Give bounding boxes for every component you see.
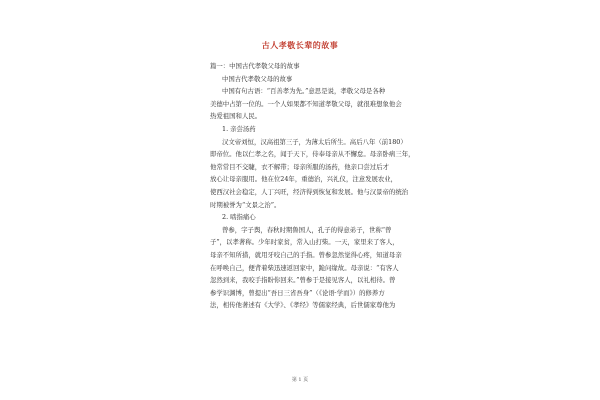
- story-line: 即帝位。他以仁孝之名，闻于天下，侍奉母亲从不懈怠。母亲卧病三年，: [210, 150, 415, 159]
- story-line: 母亲不知所措，就用牙咬自己的手指。曾参忽然觉得心疼，知道母亲: [210, 250, 402, 259]
- document-title: 古人孝敬长辈的故事: [261, 40, 339, 50]
- story-heading: 1. 亲尝汤药: [222, 124, 256, 133]
- page-number: 第 1 页: [291, 377, 309, 383]
- story-line: 曾参，字子舆，春秋时期鲁国人，孔子的得意弟子，世称“曾: [222, 225, 392, 234]
- story-line: 在呼唤自己，便背着柴迅速返回家中，跪问缘故。母亲说：“有客人: [210, 263, 399, 272]
- subtitle: 中国古代孝敬父母的故事: [222, 74, 293, 83]
- intro-line: 美德中占第一位的。一个人如果都不知道孝敬父母，就很难想象他会: [210, 99, 402, 108]
- story-line: 时期被誉为“文景之治”。: [210, 200, 281, 209]
- story-line: 他常常目不交睫，衣不解带；母亲所服的汤药，他亲口尝过后才: [210, 162, 389, 171]
- story-line: 子”，以孝著称。少年时家贫，常入山打柴。一天，家里来了客人，: [210, 238, 399, 247]
- story-line: 使西汉社会稳定，人丁兴旺，经济得到恢复和发展。他与汉景帝的统治: [210, 187, 409, 196]
- story-line: 参学识渊博，曾提出“吾日三省吾身”（《论语·学而》）的修养方: [210, 288, 385, 297]
- story-line: 汉文帝刘恒，汉高祖第三子，为薄太后所生。高后八年（前180）: [222, 137, 407, 146]
- intro-line: 中国有句古语：“百善孝为先。”意思是说，孝敬父母是各种: [222, 87, 386, 96]
- document-body: [210, 60, 415, 312]
- story-line: 放心让母亲服用。他在位24年，重德治，兴礼仪，注意发展农业，: [210, 175, 398, 184]
- section-heading: 篇一：中国古代孝敬父母的故事: [210, 62, 300, 70]
- intro-line: 热爱祖国和人民。: [210, 112, 262, 121]
- story-line: 法，相传他著述有《大学》、《孝经》等儒家经典，后世儒家尊他为: [210, 301, 396, 310]
- story-heading: 2. 啮指痛心: [222, 213, 256, 222]
- story-line: 忽然到来，我咬手指盼你回来。”曾参于是接见客人，以礼相待。曾: [210, 276, 396, 285]
